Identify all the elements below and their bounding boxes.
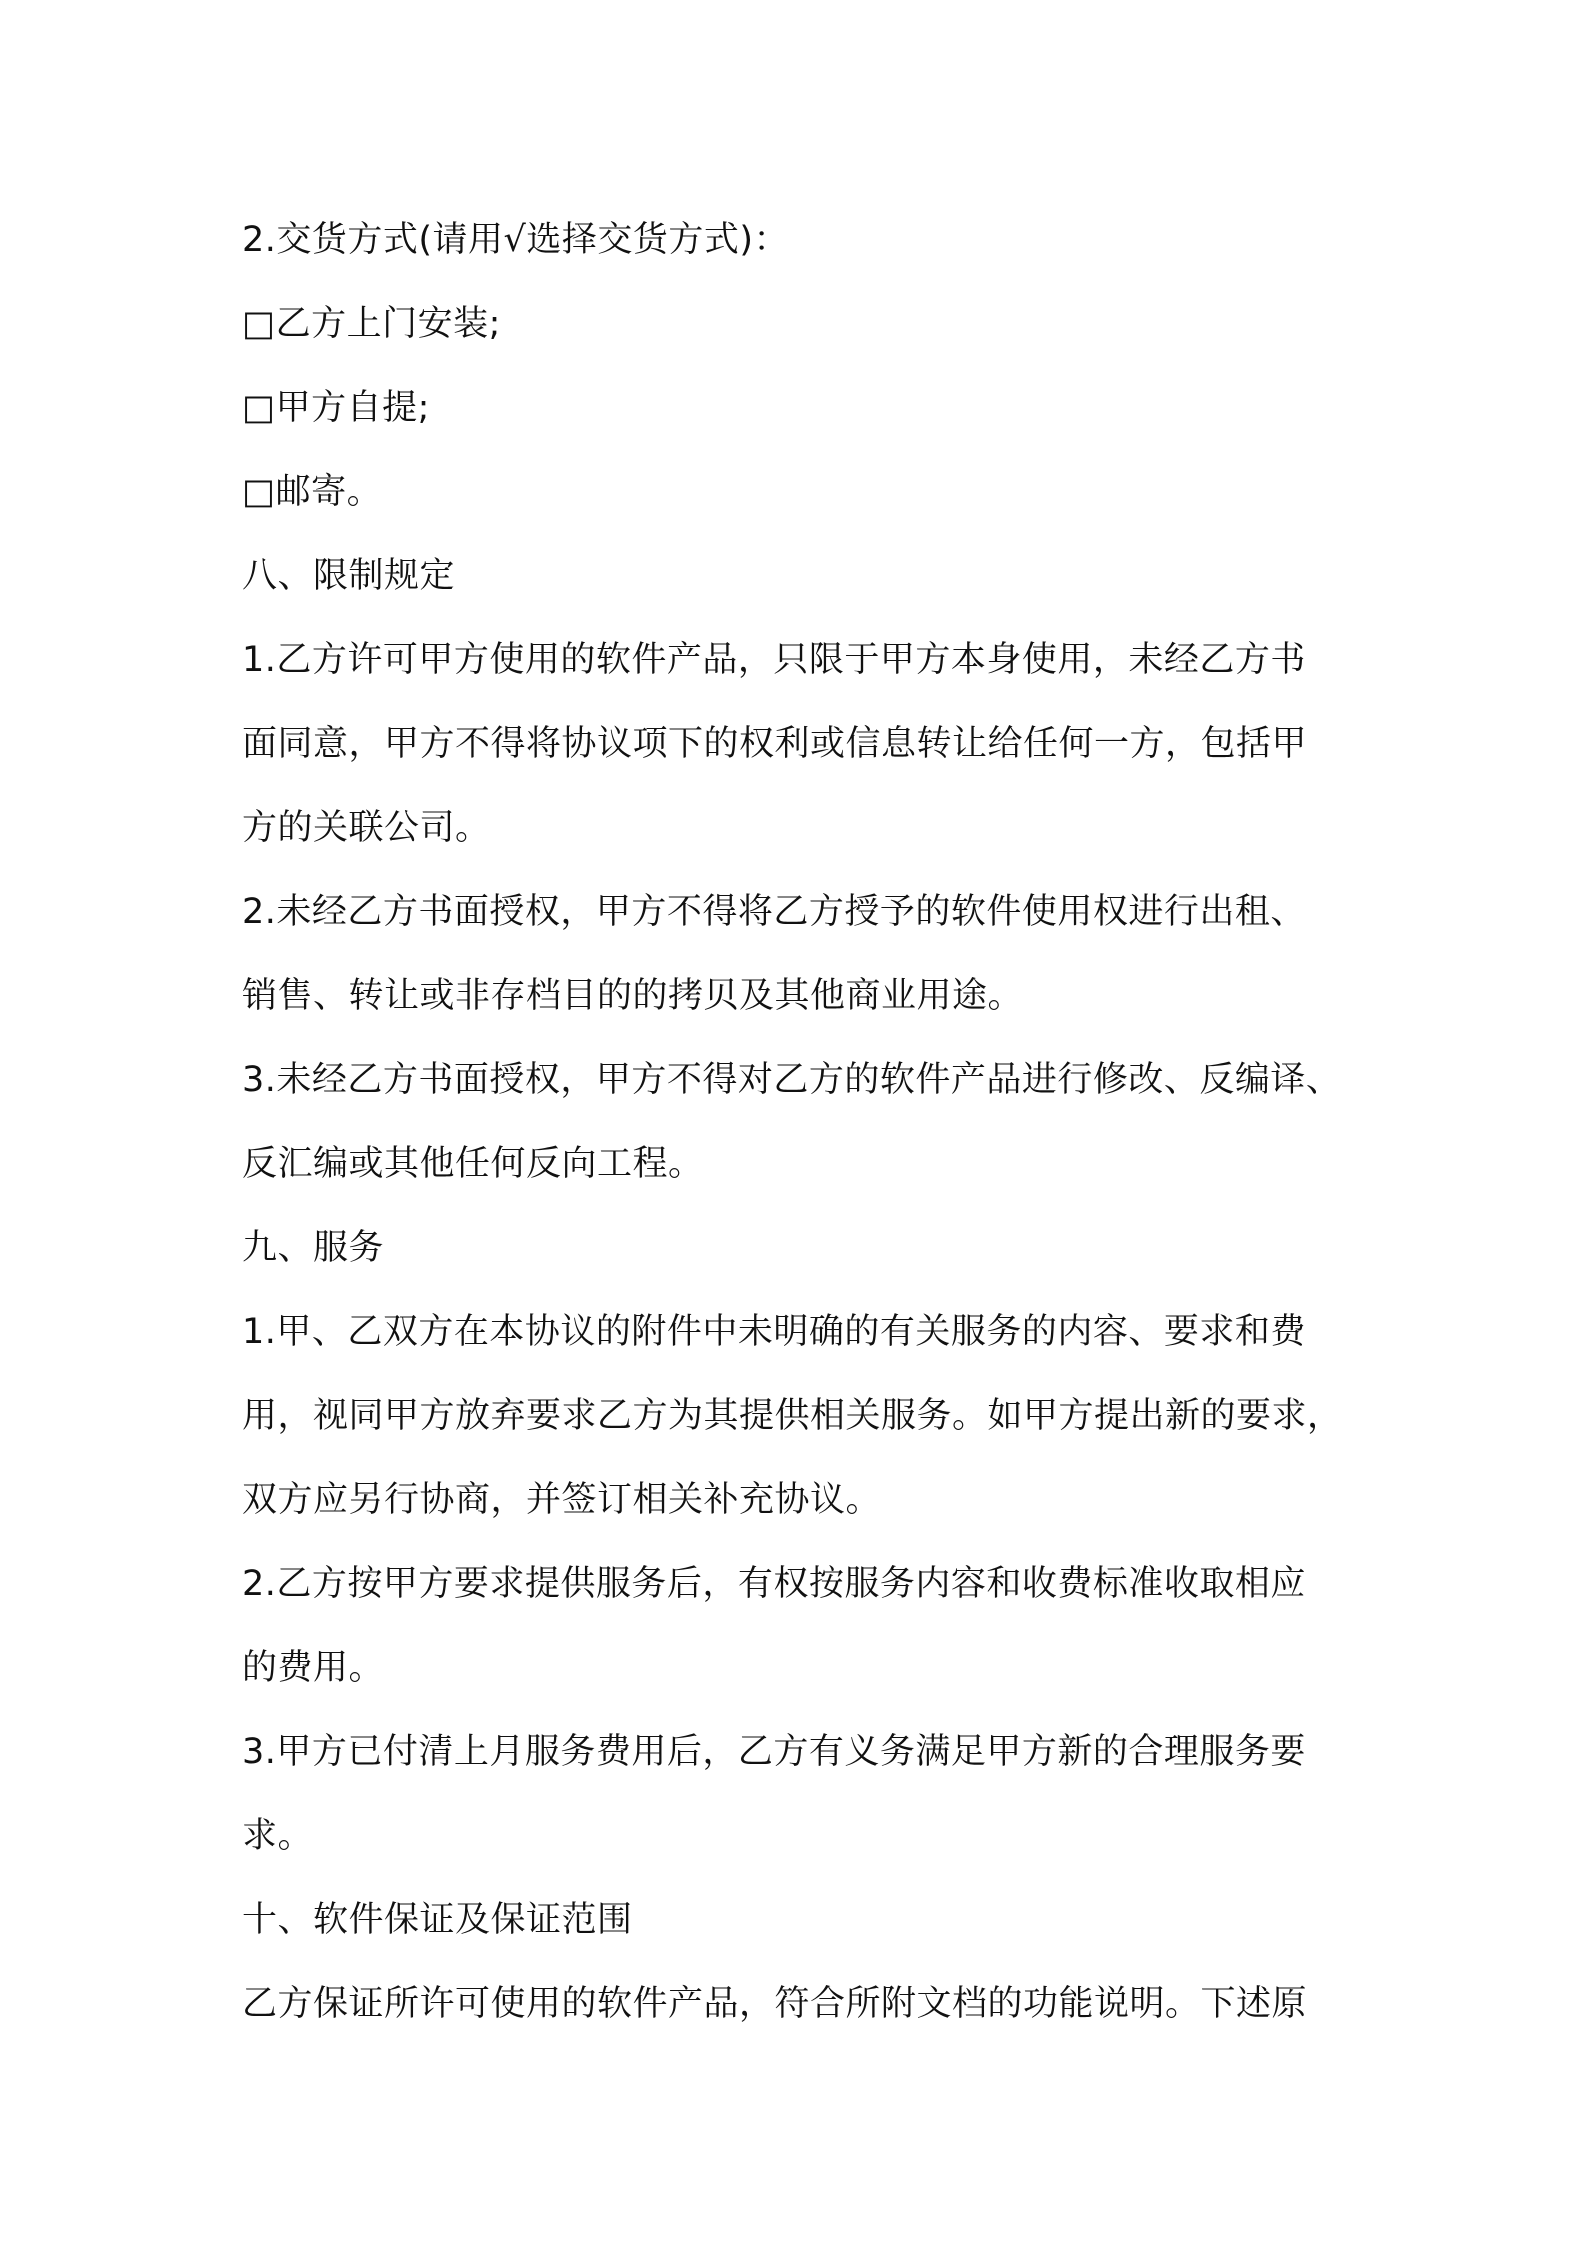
paragraph-line: 用，视同甲方放弃要求乙方为其提供相关服务。如甲方提出新的要求， xyxy=(242,1396,1343,1436)
paragraph-line: 2.乙方按甲方要求提供服务后，有权按服务内容和收费标准收取相应 xyxy=(242,1564,1306,1604)
paragraph-line: 双方应另行协商，并签订相关补充协议。 xyxy=(242,1480,882,1520)
delivery-option-installation: □乙方上门安装; xyxy=(242,304,501,344)
paragraph-line: 2.未经乙方书面授权，甲方不得将乙方授予的软件使用权进行出租、 xyxy=(242,892,1306,932)
paragraph-line: 反汇编或其他任何反向工程。 xyxy=(242,1144,704,1184)
delivery-method-heading: 2.交货方式(请用√选择交货方式)： xyxy=(242,220,790,260)
section-heading-warranty: 十、软件保证及保证范围 xyxy=(242,1900,633,1940)
paragraph-line: 乙方保证所许可使用的软件产品，符合所附文档的功能说明。下述原 xyxy=(242,1984,1308,2024)
paragraph-line: 1.甲、乙双方在本协议的附件中未明确的有关服务的内容、要求和费 xyxy=(242,1312,1306,1352)
paragraph-line: 方的关联公司。 xyxy=(242,808,491,848)
paragraph-line: 1.乙方许可甲方使用的软件产品，只限于甲方本身使用，未经乙方书 xyxy=(242,640,1306,680)
paragraph-line: 的费用。 xyxy=(242,1648,385,1688)
paragraph-line: 销售、转让或非存档目的的拷贝及其他商业用途。 xyxy=(242,976,1024,1016)
document-body xyxy=(242,198,1362,2046)
paragraph-line: 面同意，甲方不得将协议项下的权利或信息转让给任何一方，包括甲 xyxy=(242,724,1308,764)
paragraph-line: 3.未经乙方书面授权，甲方不得对乙方的软件产品进行修改、反编译、 xyxy=(242,1060,1342,1100)
delivery-option-mail: □邮寄。 xyxy=(242,472,383,512)
section-heading-services: 九、服务 xyxy=(242,1228,385,1268)
paragraph-line: 求。 xyxy=(242,1816,314,1856)
delivery-option-self-pickup: □甲方自提; xyxy=(242,388,430,428)
section-heading-restrictions: 八、限制规定 xyxy=(242,556,456,596)
paragraph-line: 3.甲方已付清上月服务费用后，乙方有义务满足甲方新的合理服务要 xyxy=(242,1732,1306,1772)
